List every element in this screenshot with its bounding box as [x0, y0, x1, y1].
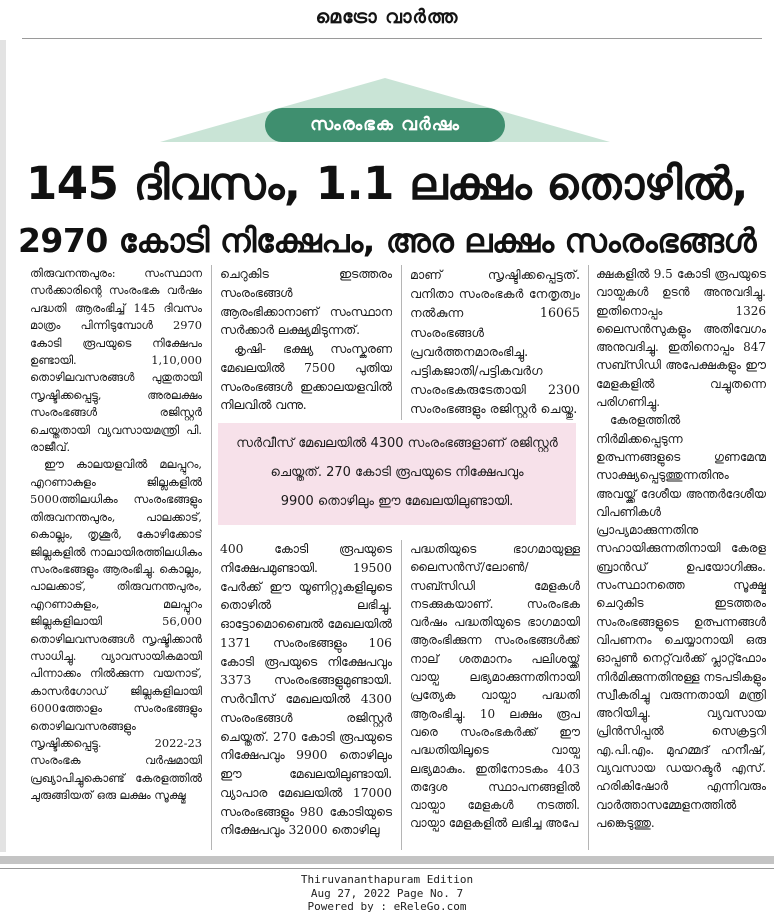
paragraph: ക്ഷകളിൽ 9.5 കോടി രൂപയുടെ വായ്പകൾ ഉടൻ അനുവദിച്ചു. ഇതിനൊപ്പം 1326 ലൈസൻസുകളും അതിവേഗം അനുവദിച്ചു. ഇതിനൊപ്പം 847 സബ്സിഡി അപേക്ഷകളും ഈ മേളകളിൽ വച്ചുതന്നെ പരിഗണിച്ചു.: [596, 267, 766, 410]
pull-quote-line: ചെയ്തത്. 270 കോടി രൂപയുടെ നിക്ഷേപവും: [270, 465, 524, 480]
footer-powered-by: Powered by : eReleGo.com: [307, 900, 467, 913]
article-column-2-bottom: [220, 540, 392, 850]
article-column-4: [596, 265, 766, 850]
paragraph: പദ്ധതിയുടെ ഭാഗമായുള്ള ലൈസൻസ്/ലോൺ/സബ്സിഡി മേളകൾ നടക്കുകയാണ്. സംരംഭക വർഷം പദ്ധതിയുടെ ഭാഗമായി ആരംഭിക്കുന്ന സംരംഭങ്ങൾക്ക് നാല് ശതമാനം പലിശയ്ക്ക് വായ്പ ലഭ്യമാക്കുന്നതിനായി പ്രത്യേക വായ്പാ പദ്ധതി ആരംഭിച്ചു. 10 ലക്ഷം രൂപ വരെ സംരംഭകർക്ക് ഈ പദ്ധതിയിലൂടെ വായ്പ ലഭ്യമാകും. ഇതിനോടകം 403 തദ്ദേശ സ്ഥാപനങ്ങളിൽ വായ്പാ മേളകൾ നടത്തി. വായ്പാ മേളകളിൽ ലഭിച്ച അപേ: [410, 542, 580, 831]
paragraph: ചെറുകിട ഇടത്തരം സംരംഭങ്ങൾ ആരംഭിക്കാനാണ് സംസ്ഥാന സർക്കാർ ലക്ഷ്യമിടുന്നത്.: [220, 267, 392, 338]
paragraph: മാണ് സൃഷ്ടിക്കപ്പെട്ടത്. വനിതാ സംരംഭകർ നേതൃത്വം നൽകുന്ന 16065 സംരംഭങ്ങൾ പ്രവർത്തനമാരംഭിച്ചു. പട്ടികജാതി/പട്ടികവർഗ സംരംഭകരുടേതായി 2300 സംരംഭങ്ങളും രജിസ്റ്റർ ചെയ്തു.: [410, 267, 580, 417]
article-column-1: [30, 265, 202, 850]
headline-line-2: 2970 കോടി നിക്ഷേപം, അര ലക്ഷം സംരംഭങ്ങൾ: [17, 221, 757, 260]
footer-edition: Thiruvananthapuram Edition: [300, 873, 474, 886]
paragraph: കേരളത്തിൽ നിർമിക്കപ്പെടുന്ന ഉത്പന്നങ്ങളുടെ ഗുണമേന്മ സാക്ഷ്യപ്പെടുത്തുന്നതിനും അവയ്ക്ക് ദേശീയ അന്തർദേശീയ വിപണികൾ പ്രാപ്യമാക്കുന്നതിനു സഹായിക്കുന്നതിനായി കേരള ബ്രാൻഡ് ഉപയോഗിക്കും. സംസ്ഥാനത്തെ സൂക്ഷ്മ ചെറുകിട ഇടത്തരം സംരംഭങ്ങളുടെ ഉത്പന്നങ്ങൾ വിപണനം ചെയ്യാനായി ഒരു ഓപ്പൺ നെറ്റ്‌വർക്ക് പ്ലാറ്റ്ഫോം നിർമിക്കുന്നതിനുള്ള നടപടികളും സ്വീകരിച്ചു വരുന്നതായി മന്ത്രി അറിയിച്ചു. വ്യവസായ പ്രിൻസിപ്പൽ സെക്രട്ടറി എ.പി.എം. മുഹമ്മദ് ഹനീഷ്, വ്യവസായ ഡയറക്ടർ എസ്. ഹരികിഷോർ എന്നിവരും വാർത്താസമ്മേളനത്തിൽ പങ്കെടുത്തു.: [596, 413, 766, 830]
article-column-3-bottom: [410, 540, 580, 850]
column-rule: [401, 265, 402, 420]
footer-date-page: Aug 27, 2022 Page No. 7: [310, 886, 464, 900]
paragraph: 400 കോടി രൂപയുടെ നിക്ഷേപമുണ്ടായി. 19500 പേർക്ക് ഈ യൂണിറ്റുകളിലൂടെ തൊഴിൽ ലഭിച്ചു. ഓട്ടോമൊബൈൽ മേഖലയിൽ 1371 സംരംഭങ്ങളും 106 കോടി രൂപയുടെ നിക്ഷേപവും 3373 സംരംഭങ്ങളുമുണ്ടായി. സർവീസ് മേഖലയിൽ 4300 സംരംഭങ്ങൾ രജിസ്റ്റർ ചെയ്തത്. 270 കോടി രൂപയുടെ നിക്ഷേപവും 9900 തൊഴിലും ഈ മേഖലയിലുണ്ടായി. വ്യാപാര മേഖലയിൽ 17000 സംരംഭങ്ങളും 980 കോടിയുടെ നിക്ഷേപവും 32000 തൊഴിലു: [220, 542, 392, 838]
kicker-banner: [160, 78, 610, 144]
column-rule: [401, 540, 402, 850]
masthead-rule: [22, 38, 762, 39]
headline-line-1: 145 ദിവസം, 1.1 ലക്ഷം തൊഴിൽ,: [26, 157, 748, 210]
column-rule: [588, 265, 589, 850]
pull-quote-line: 9900 തൊഴിലും ഈ മേഖലയിലുണ്ടായി.: [280, 494, 514, 509]
masthead: മെട്രോ വാർത്ത: [315, 6, 459, 28]
page-bottom-band: [0, 856, 774, 864]
pull-quote: [218, 423, 576, 525]
article-column-2-top: [220, 265, 392, 420]
footer-rule: [0, 868, 774, 869]
paragraph: ഈ കാലയളവിൽ മലപ്പുറം, എറണാകുളം ജില്ലകളിൽ 5000ത്തിലധികം സംരംഭങ്ങളും തിരുവനന്തപുരം, പാലക്കാട്, കൊല്ലം, തൃശൂർ, കോഴിക്കോട് ജില്ലകളിൽ നാലായിരത്തിലധികം സംരംഭങ്ങളും ആരംഭിച്ചു. കൊല്ലം, പാലക്കാട്, തിരുവനന്തപുരം, എറണാകുളം, മലപ്പുറം ജില്ലകളിലായി 56,000 തൊഴിലവസരങ്ങൾ സൃഷ്ടിക്കാൻ സാധിച്ചു. വ്യാവസായികമായി പിന്നാക്കം നിൽക്കുന്ന വയനാട്, കാസർഗോഡ് ജില്ലകളിലായി 6000ത്തോളം സംരംഭങ്ങളും തൊഴിലവസരങ്ങളും സൃഷ്ടിക്കപ്പെട്ടു. 2022-23 സംരംഭക വർഷമായി പ്രഖ്യാപിച്ചുകൊണ്ട് കേരളത്തിൽ ചുരുങ്ങിയത് ഒരു ലക്ഷം സൂക്ഷ്മ: [30, 457, 202, 803]
pull-quote-line: സർവീസ് മേഖലയിൽ 4300 സംരംഭങ്ങളാണ് രജിസ്റ്റർ: [236, 436, 558, 451]
kicker-label: സംരംഭക വർഷം: [265, 108, 505, 142]
paragraph: കൃഷി- ഭക്ഷ്യ സംസ്കരണ മേഖലയിൽ 7500 പുതിയ സംരംഭങ്ങൾ ഇക്കാലയളവിൽ നിലവിൽ വന്നു.: [220, 342, 392, 413]
column-rule: [211, 265, 212, 850]
page-footer: [0, 873, 774, 914]
paragraph: തിരുവനന്തപുരം: സംസ്ഥാന സർക്കാരിന്റെ സംരംഭക വർഷം പദ്ധതി ആരംഭിച്ച് 145 ദിവസം മാത്രം പിന്നിടുമ്പോൾ 2970 കോടി രൂപയുടെ നിക്ഷേപം ഉണ്ടായി. 1,10,000 തൊഴിലവസരങ്ങൾ പുതുതായി സൃഷ്ടിക്കപ്പെട്ടു, അരലക്ഷം സംരംഭങ്ങൾ രജിസ്റ്റർ ചെയ്തതായി വ്യവസായമന്ത്രി പി. രാജീവ്.: [30, 266, 202, 455]
article-column-3-top: [410, 265, 580, 420]
